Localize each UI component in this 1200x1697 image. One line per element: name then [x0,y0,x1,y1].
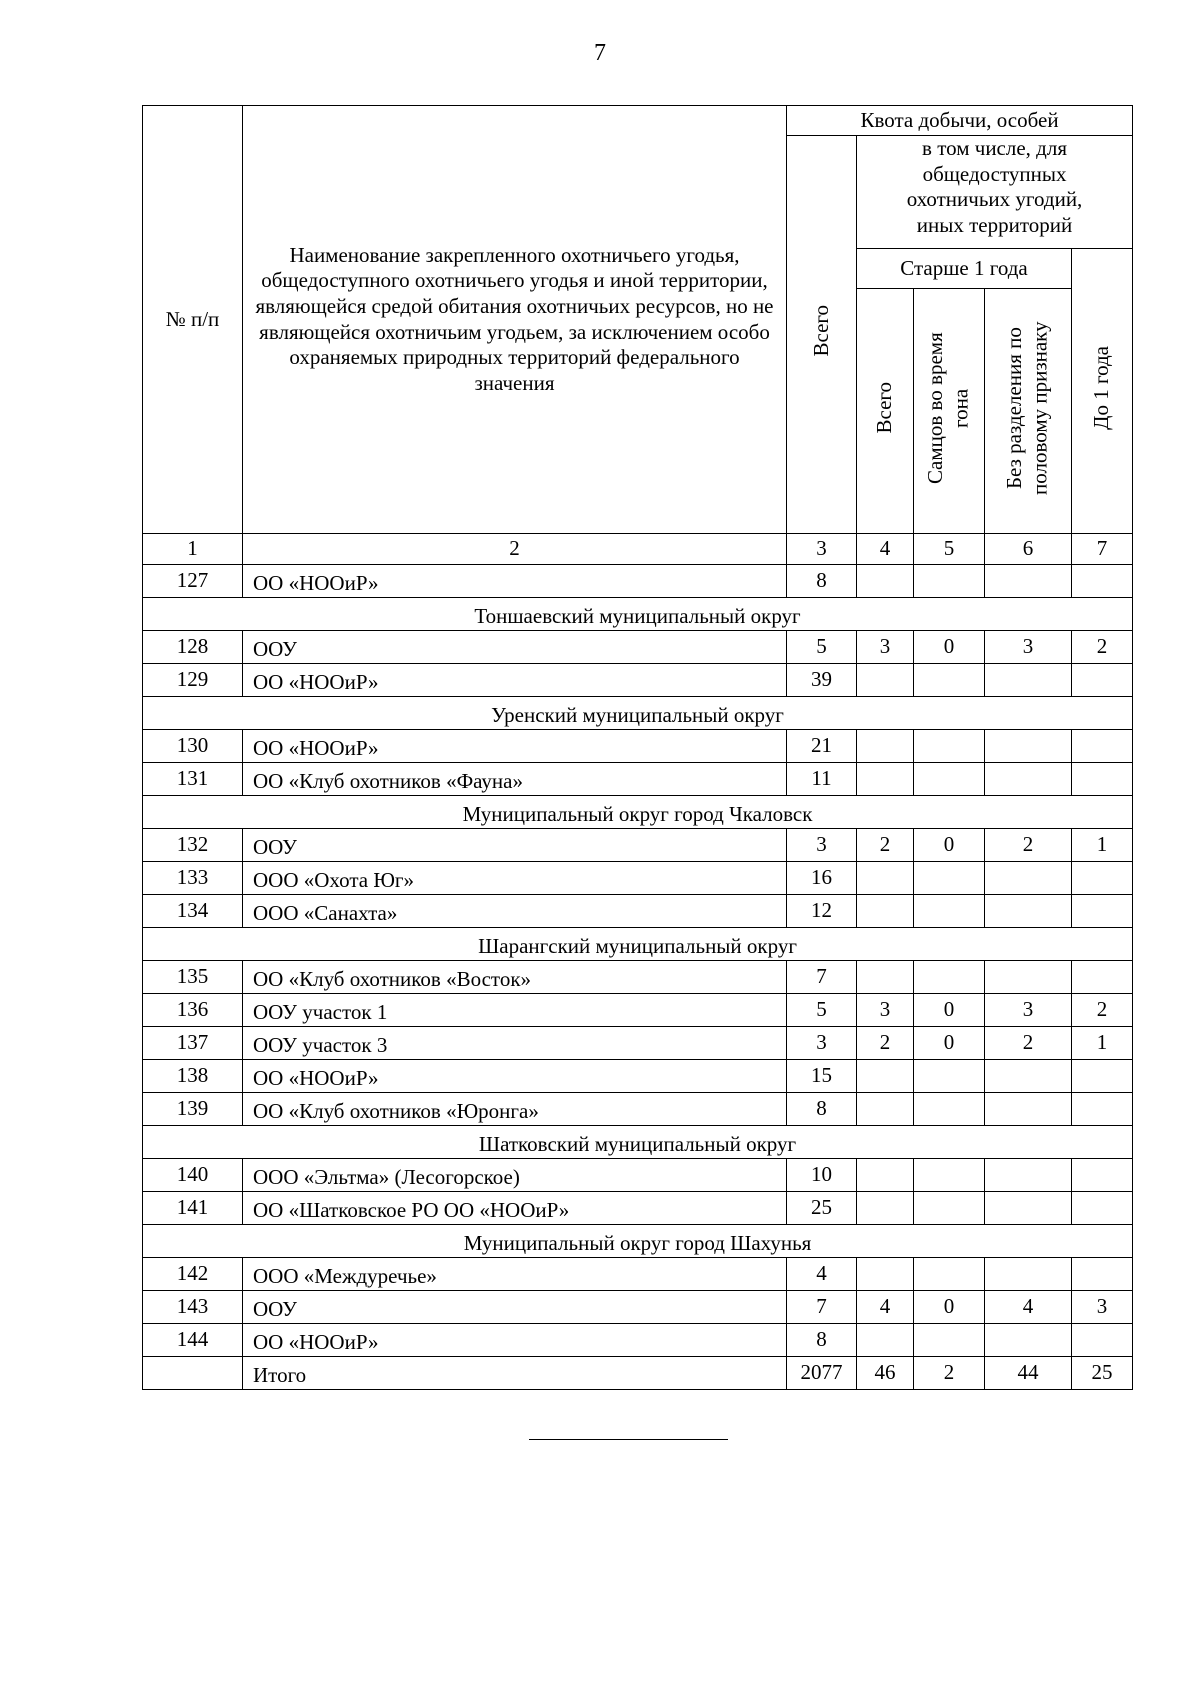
table-row [143,829,1133,862]
row-older-total [857,862,914,895]
totals-no-sex-division: 44 [985,1357,1072,1390]
row-number: 129 [143,664,243,697]
page-number: 7 [594,40,606,66]
row-under-one: 2 [1072,631,1133,664]
row-no-sex-division: 4 [985,1291,1072,1324]
row-males-rut [914,1060,985,1093]
table-row [143,1192,1133,1225]
district-row [143,928,1133,961]
row-under-one [1072,1159,1133,1192]
row-number: 127 [143,565,243,598]
row-total: 10 [787,1159,857,1192]
table-row [143,1159,1133,1192]
row-no-sex-division [985,1159,1072,1192]
row-name: ОО «НООиР» [243,664,787,697]
row-name: ООУ участок 1 [243,994,787,1027]
row-older-total: 2 [857,829,914,862]
table-row [143,895,1133,928]
totals-row [143,1357,1133,1390]
column-number: 6 [985,534,1072,565]
district-row [143,1126,1133,1159]
row-name: ООУ участок 3 [243,1027,787,1060]
totals-under-one: 25 [1072,1357,1133,1390]
header-row-number: № п/п [143,106,243,534]
table-row [143,1060,1133,1093]
totals-label: Итого [243,1357,787,1390]
row-males-rut [914,1093,985,1126]
row-total: 25 [787,1192,857,1225]
row-males-rut: 0 [914,1027,985,1060]
row-number: 139 [143,1093,243,1126]
row-no-sex-division [985,730,1072,763]
row-name: ОО «Клуб охотников «Фауна» [243,763,787,796]
row-total: 8 [787,1324,857,1357]
row-older-total [857,1192,914,1225]
row-under-one [1072,1192,1133,1225]
row-name: ООО «Эльтма» (Лесогорское) [243,1159,787,1192]
row-no-sex-division [985,961,1072,994]
totals-males-rut: 2 [914,1357,985,1390]
totals-number [143,1357,243,1390]
row-under-one [1072,664,1133,697]
row-under-one [1072,565,1133,598]
row-total: 3 [787,1027,857,1060]
row-no-sex-division [985,895,1072,928]
row-number: 128 [143,631,243,664]
row-total: 11 [787,763,857,796]
row-males-rut [914,862,985,895]
row-no-sex-division: 3 [985,631,1072,664]
row-total: 7 [787,961,857,994]
district-title: Муниципальный округ город Чкаловск [143,796,1133,829]
header-older-total: Всего [857,289,914,534]
row-no-sex-division [985,1324,1072,1357]
district-row [143,1225,1133,1258]
row-older-total [857,895,914,928]
header-older-than-one: Старше 1 года [857,249,1072,289]
row-under-one [1072,1060,1133,1093]
district-title: Шатковский муниципальный округ [143,1126,1133,1159]
row-number: 135 [143,961,243,994]
row-name: ОО «НООиР» [243,1060,787,1093]
row-total: 5 [787,994,857,1027]
row-older-total [857,1093,914,1126]
header-males-rut: Самцов во время гона [914,289,985,534]
row-total: 21 [787,730,857,763]
row-number: 133 [143,862,243,895]
row-under-one [1072,1093,1133,1126]
row-males-rut [914,1192,985,1225]
row-name: ООУ [243,829,787,862]
table-row [143,961,1133,994]
table-row [143,1291,1133,1324]
row-under-one: 3 [1072,1291,1133,1324]
row-under-one [1072,895,1133,928]
column-number: 5 [914,534,985,565]
row-number: 140 [143,1159,243,1192]
row-males-rut [914,730,985,763]
row-under-one: 1 [1072,1027,1133,1060]
row-name: ОО «НООиР» [243,730,787,763]
row-no-sex-division: 2 [985,1027,1072,1060]
row-older-total: 2 [857,1027,914,1060]
row-number: 144 [143,1324,243,1357]
row-number: 142 [143,1258,243,1291]
row-total: 39 [787,664,857,697]
row-no-sex-division [985,862,1072,895]
column-number: 1 [143,534,243,565]
row-males-rut [914,895,985,928]
row-no-sex-division [985,763,1072,796]
table-row [143,994,1133,1027]
row-older-total [857,1324,914,1357]
table-row [143,1027,1133,1060]
row-total: 12 [787,895,857,928]
row-number: 143 [143,1291,243,1324]
header-hunting-ground-name: Наименование закрепленного охотничьего угодья, общедоступного охотничьего угодья и иной территории, являющейся средой обитания охотничьих ресурсов, но не являющейся охотничьим угодьем, за исключением особо охраняемых природных территорий федерального значения [243,106,787,534]
row-number: 138 [143,1060,243,1093]
row-males-rut: 0 [914,1291,985,1324]
row-males-rut [914,961,985,994]
row-number: 130 [143,730,243,763]
district-row [143,598,1133,631]
column-number: 3 [787,534,857,565]
row-no-sex-division: 2 [985,829,1072,862]
totals-total: 2077 [787,1357,857,1390]
row-older-total [857,1258,914,1291]
header-under-one: До 1 года [1072,249,1133,534]
row-name: ООО «Охота Юг» [243,862,787,895]
district-title: Шарангский муниципальный округ [143,928,1133,961]
row-under-one [1072,1324,1133,1357]
row-under-one [1072,862,1133,895]
row-name: ООО «Санахта» [243,895,787,928]
header-quota: Квота добычи, особей [787,106,1133,136]
table-row [143,1093,1133,1126]
row-males-rut [914,1258,985,1291]
row-males-rut [914,1159,985,1192]
row-name: ОО «Шатковское РО ОО «НООиР» [243,1192,787,1225]
row-under-one: 2 [1072,994,1133,1027]
district-title: Тоншаевский муниципальный округ [143,598,1133,631]
row-males-rut: 0 [914,829,985,862]
header-no-sex-division: Без разделения по половому признаку [985,289,1072,534]
row-males-rut: 0 [914,631,985,664]
row-name: ОО «Клуб охотников «Юронга» [243,1093,787,1126]
district-title: Уренский муниципальный округ [143,697,1133,730]
row-no-sex-division [985,565,1072,598]
row-older-total: 3 [857,631,914,664]
column-number: 7 [1072,534,1133,565]
row-name: ООУ [243,1291,787,1324]
row-no-sex-division [985,1093,1072,1126]
row-older-total [857,1159,914,1192]
row-no-sex-division [985,1258,1072,1291]
header-including: в том числе, для общедоступных охотничьих угодий, иных территорий [857,136,1133,249]
row-older-total [857,763,914,796]
row-no-sex-division: 3 [985,994,1072,1027]
column-number: 4 [857,534,914,565]
table-row [143,730,1133,763]
row-total: 5 [787,631,857,664]
row-older-total [857,730,914,763]
row-males-rut [914,664,985,697]
end-rule [529,1439,728,1440]
row-no-sex-division [985,1060,1072,1093]
district-title: Муниципальный округ город Шахунья [143,1225,1133,1258]
row-number: 136 [143,994,243,1027]
row-older-total: 3 [857,994,914,1027]
table-row [143,763,1133,796]
row-under-one [1072,961,1133,994]
row-number: 131 [143,763,243,796]
table-row [143,1258,1133,1291]
row-older-total [857,961,914,994]
row-males-rut [914,763,985,796]
row-name: ОО «НООиР» [243,1324,787,1357]
row-total: 7 [787,1291,857,1324]
table-row [143,631,1133,664]
row-number: 132 [143,829,243,862]
row-no-sex-division [985,1192,1072,1225]
district-row [143,796,1133,829]
row-males-rut: 0 [914,994,985,1027]
row-total: 3 [787,829,857,862]
row-number: 141 [143,1192,243,1225]
row-under-one [1072,763,1133,796]
row-under-one [1072,730,1133,763]
row-name: ОО «НООиР» [243,565,787,598]
row-males-rut [914,565,985,598]
row-name: ООО «Междуречье» [243,1258,787,1291]
row-older-total [857,565,914,598]
table-row [143,664,1133,697]
row-older-total [857,664,914,697]
table-row [143,565,1133,598]
row-under-one: 1 [1072,829,1133,862]
row-males-rut [914,1324,985,1357]
column-number-row [143,534,1133,565]
row-total: 15 [787,1060,857,1093]
row-total: 4 [787,1258,857,1291]
table-row [143,1324,1133,1357]
row-name: ООУ [243,631,787,664]
header-total: Всего [787,136,857,534]
totals-older-total: 46 [857,1357,914,1390]
row-no-sex-division [985,664,1072,697]
district-row [143,697,1133,730]
row-older-total: 4 [857,1291,914,1324]
quota-table [142,105,1133,1390]
row-total: 16 [787,862,857,895]
row-number: 137 [143,1027,243,1060]
row-total: 8 [787,565,857,598]
row-older-total [857,1060,914,1093]
row-under-one [1072,1258,1133,1291]
row-name: ОО «Клуб охотников «Восток» [243,961,787,994]
column-number: 2 [243,534,787,565]
row-number: 134 [143,895,243,928]
table-row [143,862,1133,895]
row-total: 8 [787,1093,857,1126]
